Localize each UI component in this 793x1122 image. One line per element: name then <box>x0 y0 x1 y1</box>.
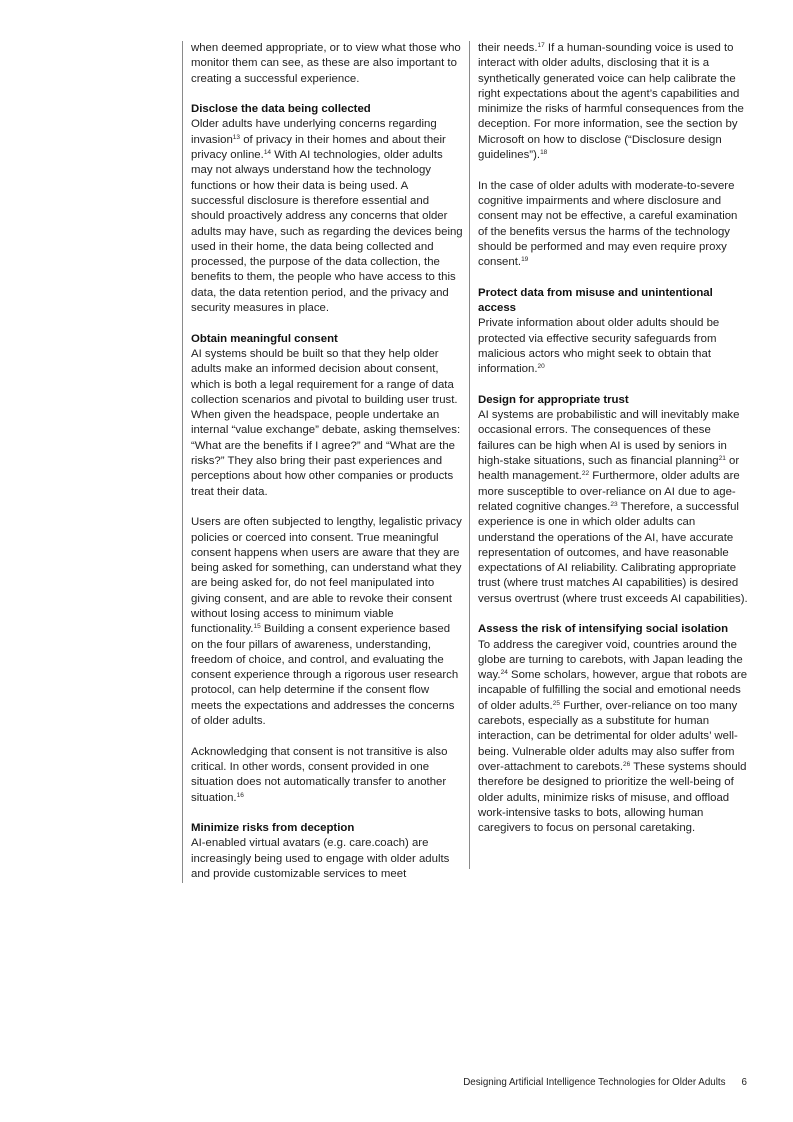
body-paragraph: AI systems should be built so that they help older adults make an informed decision about consent, which is both a legal requirement for a range of data collection scenarios and pivotal to building user trust. When given the headspace, people undertake an internal “value exchange” debate, asking themselves: “What are the benefits if I agree?” and “What are the risks?” They also bring their past experiences and perceptions about how other companies or products treat their data. <box>191 347 461 498</box>
footnote-ref: 13 <box>232 133 241 141</box>
section-heading: Assess the risk of intensifying social isolation <box>478 623 729 636</box>
body-paragraph: Older adults have underlying concerns regarding invasion$^{13}$ of privacy in their homes and about their privacy online.$^{14}$ With AI technologies, older adults may not always understand how the technology functions or how their data is being used. A successful disclosure is therefore essential and should proactively address any concerns that older adults may have, such as regarding the devices being used in their home, the data being collected and processed, the purpose of the data collection, the benefits to them, the people who have access to this data, the data retention period, and the privacy and security measures in place. <box>191 118 463 315</box>
body-paragraph: Private information about older adults should be protected via effective security safeguards from malicious actors who might seek to obtain that information.$^{20}$ <box>478 317 720 376</box>
section-heading: Obtain meaningful consent <box>191 332 338 345</box>
footnote-ref: 14 <box>263 149 272 157</box>
section-heading: Design for appropriate trust <box>478 393 629 406</box>
body-paragraph: Users are often subjected to lengthy, legalistic privacy policies or coerced into consent. True meaningful consent happens when users are aware that they are being asked for something, can understand what they are being asked for, do not feel manipulated into giving consent, and are able to revoke their consent without losing access to minimum viable functionality.$^{15}$ Building a consent experience based on the four pillars of awareness, understanding, freedom of choice, and control, and evaluating the consent experience through a rigorous user research protocol, can help determine if the consent flow meets the expectations and addresses the concerns of older adults. <box>191 516 462 728</box>
text-section <box>191 102 463 316</box>
footnote-ref: 24 <box>500 669 508 677</box>
body-paragraph: AI systems are probabilistic and will inevitably make occasional errors. The consequences of these failures can be high when AI is used by seniors in high-stake situations, such as financial planning$^{21}$ or health management.$^{22}$ Furthermore, older adults are more susceptible to over-reliance on AI due to age-related cognitive changes.$^{23}$ Therefore, a successful experience is one in which older adults can understand the operations of the AI, have accurate representation of outcomes, and have reasonable expectations of AI reliability. Calibrating appropriate trust (where trust matches AI capabilities) is desired versus overtrust (where trust exceeds AI capabilities). <box>478 409 748 605</box>
footnote-ref: 17 <box>537 42 545 49</box>
body-paragraph: Acknowledging that consent is not transitive is also critical. In other words, consent provided in one situation does not automatically transfer to another situation.$^{16}$ <box>191 745 448 804</box>
footnote-ref: 20 <box>537 363 545 371</box>
body-paragraph: To address the caregiver void, countries around the globe are turning to carebots, with Japan leading the way.$^{24}$ Some scholars, however, argue that robots are incapable of fulfilling the social and emotional needs of older adults.$^{25}$ Further, over-reliance on too many carebots, especially as a substitute for human interaction, can be detrimental for older adults’ well-being. Vulnerable older adults may also suffer from over-attachment to carebots.$^{26}$ These systems should therefore be designed to prioritize the well-being of older adults, minimize risks of misuse, and offload work-intensive tasks to bots, allowing human caregivers to focus on personal caretaking. <box>478 638 748 835</box>
footnote-ref: 25 <box>552 699 560 707</box>
section-heading: Disclose the data being collected <box>191 103 371 116</box>
footnote-ref: 23 <box>610 500 618 508</box>
footnote-ref: 21 <box>718 455 726 463</box>
page-footer <box>463 1077 747 1088</box>
text-section <box>478 286 750 378</box>
text-section <box>478 179 750 271</box>
text-section <box>191 332 463 500</box>
section-heading: Minimize risks from deception <box>191 822 355 835</box>
text-section <box>191 41 463 87</box>
footnote-ref: 18 <box>540 149 548 157</box>
footnote-ref: 26 <box>623 760 631 768</box>
body-paragraph: In the case of older adults with moderate-to-severe cognitive impairments and where disclosure and consent may not be effective, a careful examination of the benefits versus the harms of the technology should be performed and may even require proxy consent.$^{19}$ <box>478 179 738 269</box>
text-section <box>191 821 463 882</box>
section-heading: Protect data from misuse and unintentional access <box>478 286 713 315</box>
footnote-ref: 16 <box>236 791 244 799</box>
page-number: 6 <box>741 1077 747 1088</box>
text-section <box>191 745 463 806</box>
footnote-ref: 22 <box>581 470 590 478</box>
text-section <box>478 622 750 836</box>
body-paragraph: when deemed appropriate, or to view what those who monitor them can see, as these are also important to creating a successful experience. <box>191 42 461 85</box>
footnote-ref: 15 <box>253 623 261 631</box>
footnote-ref: 19 <box>521 256 529 264</box>
text-section <box>478 393 750 607</box>
left-text-column <box>182 41 463 883</box>
body-paragraph: AI-enabled virtual avatars (e.g. care.coach) are increasingly being used to engage with older adults and provide customizable services to meet <box>191 837 450 881</box>
right-text-column <box>469 41 750 869</box>
footer-title: Designing Artificial Intelligence Technologies for Older Adults <box>463 1077 726 1088</box>
body-paragraph: their needs.$^{17}$ If a human-sounding voice is used to interact with older adults, disclosing that it is a synthetically generated voice can help calibrate the right expectations about the agent’s capabilities and minimize the risks of harmful consequences from the deception. For more information, see the section by Microsoft on how to disclose (“Disclosure design guidelines”).$^{18}$ <box>478 42 744 162</box>
text-section <box>478 41 750 163</box>
text-section <box>191 515 463 729</box>
